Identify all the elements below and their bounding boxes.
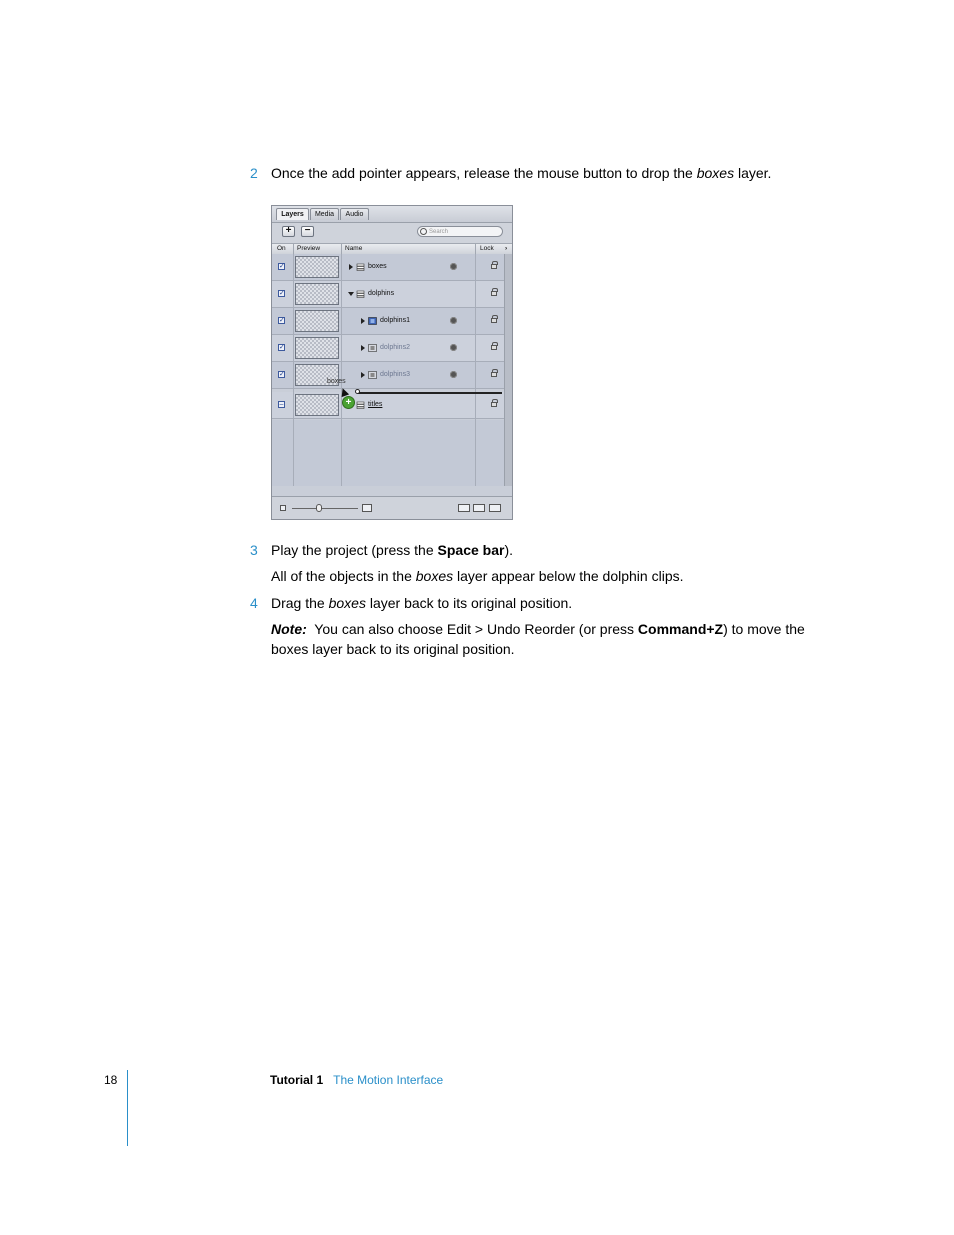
lock-icon[interactable] xyxy=(491,264,497,269)
column-name[interactable]: Name xyxy=(345,245,363,252)
enable-checkbox[interactable]: ✓ xyxy=(279,290,285,297)
layer-name[interactable]: dolphins1 xyxy=(380,317,410,324)
para-text-end: layer appear below the dolphin clips. xyxy=(453,568,684,584)
enable-checkbox[interactable]: ✓ xyxy=(279,317,285,324)
lock-icon[interactable] xyxy=(491,372,497,377)
lock-icon[interactable] xyxy=(491,318,497,323)
disclosure-triangle-icon[interactable] xyxy=(361,372,365,378)
layer-name[interactable]: dolphins2 xyxy=(380,344,410,351)
result-paragraph xyxy=(271,566,816,586)
step-emphasis: boxes xyxy=(328,595,366,611)
gear-icon[interactable] xyxy=(450,317,457,324)
add-pointer-icon: + xyxy=(342,396,355,409)
layer-row[interactable] xyxy=(272,362,504,389)
tab-bar xyxy=(272,206,512,223)
lock-icon[interactable] xyxy=(491,402,497,407)
film-clip-icon xyxy=(368,317,377,325)
disclosure-triangle-icon[interactable] xyxy=(349,264,353,270)
layer-row[interactable] xyxy=(272,335,504,362)
tab-media[interactable]: Media xyxy=(310,208,339,220)
page-number: 18 xyxy=(104,1073,118,1087)
drag-ghost-label: boxes xyxy=(327,378,346,385)
running-footer xyxy=(270,1071,443,1089)
column-lock[interactable]: Lock xyxy=(480,245,494,252)
step-3 xyxy=(250,540,513,560)
step-text-end: layer. xyxy=(734,165,772,181)
disclosure-triangle-icon[interactable] xyxy=(361,318,365,324)
scrollbar[interactable] xyxy=(504,254,513,486)
note-text-end: ) to move the boxes layer back to its original position. xyxy=(271,621,805,657)
step-text-end: layer back to its original position. xyxy=(365,595,573,611)
gear-icon[interactable] xyxy=(450,263,457,270)
column-divider xyxy=(475,244,476,254)
search-placeholder: Search xyxy=(429,229,449,235)
panel-toolbar xyxy=(272,223,512,243)
thumbnail-size-slider[interactable] xyxy=(292,508,358,509)
film-clip-icon xyxy=(368,344,377,352)
footer-rule xyxy=(127,1070,128,1146)
add-layer-button[interactable]: + xyxy=(282,226,295,237)
column-divider xyxy=(293,244,294,254)
layer-thumbnail xyxy=(295,256,339,278)
search-icon xyxy=(420,228,427,235)
layer-name[interactable]: dolphins xyxy=(368,290,395,297)
note-text: You can also choose Edit > Undo Reorder (or press xyxy=(306,621,638,637)
enable-checkbox[interactable]: ✓ xyxy=(279,371,285,378)
enable-checkbox[interactable]: ✓ xyxy=(279,344,285,351)
layer-thumbnail xyxy=(295,310,339,332)
disclosure-triangle-icon[interactable] xyxy=(361,345,365,351)
layer-name[interactable]: boxes xyxy=(368,263,387,270)
search-field[interactable] xyxy=(417,226,503,237)
layer-thumbnail xyxy=(295,283,339,305)
step-text: Drag the xyxy=(271,595,329,611)
step-key: Space bar xyxy=(437,542,505,558)
layer-name[interactable]: titles xyxy=(368,401,383,408)
column-on[interactable]: On xyxy=(277,245,286,252)
column-divider xyxy=(341,244,342,254)
column-line xyxy=(293,254,294,486)
column-preview[interactable]: Preview xyxy=(297,245,321,252)
layer-row[interactable] xyxy=(272,281,504,308)
step-number: 3 xyxy=(250,542,258,558)
group-icon xyxy=(356,290,365,298)
layer-list xyxy=(272,254,504,486)
enable-checkbox[interactable]: ✓ xyxy=(279,263,285,270)
para-emphasis: boxes xyxy=(415,568,454,584)
film-clip-icon xyxy=(368,371,377,379)
gear-icon[interactable] xyxy=(450,371,457,378)
column-line xyxy=(341,254,342,486)
section-title: The Motion Interface xyxy=(333,1073,444,1087)
note-key: Command+Z xyxy=(637,621,724,637)
step-emphasis: boxes xyxy=(696,165,735,181)
drop-position-marker xyxy=(355,389,360,394)
step-text: Play the project (press the xyxy=(271,542,438,558)
panel-bottom-bar xyxy=(272,496,512,520)
note-label: Note: xyxy=(271,621,307,637)
empty-list-area xyxy=(272,420,504,486)
remove-layer-button[interactable]: − xyxy=(301,226,314,237)
step-text-end: ). xyxy=(504,542,514,558)
lock-icon[interactable] xyxy=(491,291,497,296)
group-icon xyxy=(356,263,365,271)
layer-row[interactable] xyxy=(272,392,504,419)
layer-row[interactable] xyxy=(272,254,504,281)
gear-icon[interactable] xyxy=(450,344,457,351)
small-thumbnail-icon[interactable] xyxy=(280,505,286,511)
lock-icon[interactable] xyxy=(491,345,497,350)
chapter-label: Tutorial 1 xyxy=(270,1073,324,1087)
tab-layers[interactable]: Layers xyxy=(276,208,309,220)
column-menu-arrow-icon[interactable]: › xyxy=(505,245,508,252)
enable-checkbox[interactable]: – xyxy=(279,401,284,408)
layer-row[interactable] xyxy=(272,308,504,335)
para-text: All of the objects in the xyxy=(271,568,416,584)
group-icon xyxy=(356,401,365,409)
step-number: 2 xyxy=(250,165,258,181)
gear-icon[interactable] xyxy=(473,504,485,512)
layer-thumbnail xyxy=(295,394,339,416)
step-number: 4 xyxy=(250,595,258,611)
large-thumbnail-icon[interactable] xyxy=(362,504,372,512)
column-line xyxy=(475,254,476,486)
step-text: Once the add pointer appears, release the mouse button to drop the xyxy=(271,165,697,181)
drop-position-line xyxy=(358,392,502,394)
filter-icon[interactable] xyxy=(489,504,501,512)
step-2 xyxy=(250,163,771,183)
step-4 xyxy=(250,593,572,613)
note-paragraph xyxy=(271,619,816,659)
layer-name[interactable]: dolphins3 xyxy=(380,371,410,378)
disclosure-triangle-icon[interactable] xyxy=(348,292,354,296)
layers-panel xyxy=(271,205,513,520)
tab-audio[interactable]: Audio xyxy=(340,208,369,220)
layer-thumbnail xyxy=(295,337,339,359)
mask-icon[interactable] xyxy=(458,504,470,512)
slider-knob[interactable] xyxy=(316,504,322,512)
